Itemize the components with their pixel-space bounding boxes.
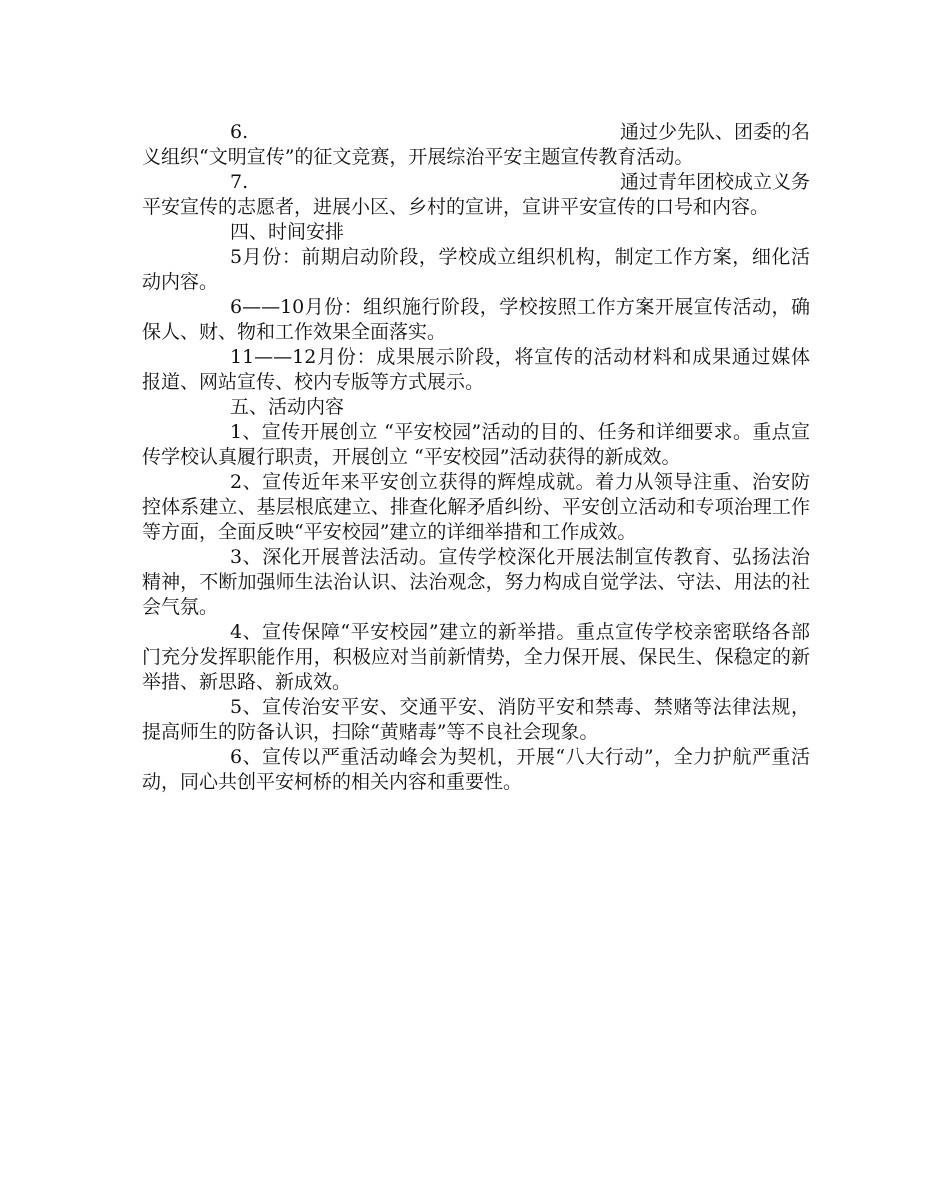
list-item-7-first-line [142, 170, 810, 195]
list-item-6 [142, 120, 810, 170]
content-paragraph: 2、宣传近年来平安创立获得的辉煌成就。着力从领导注重、治安防控体系建立、基层根底建立、排查化解矛盾纠纷、平安创立活动和专项治理工作等方面，全面反映“平安校园”建立的详细举措和工作成效。 [142, 471, 810, 543]
content-paragraph: 3、深化开展普法活动。宣传学校深化开展法制宣传教育、弘扬法治精神，不断加强师生法治认识、法治观念，努力构成自觉学法、守法、用法的社会气氛。 [142, 546, 810, 618]
list-item-6-first-line [142, 120, 810, 145]
document-page [142, 120, 810, 795]
schedule-paragraph: 6——10月份：组织施行阶段，学校按照工作方案开展宣传活动，确保人、财、物和工作效果全面落实。 [142, 296, 810, 343]
content-paragraph: 6、宣传以严重活动峰会为契机，开展“八大行动”，全力护航严重活动，同心共创平安柯桥的相关内容和重要性。 [142, 746, 810, 793]
list-item-6-rest: 义组织“文明宣传”的征文竞赛，开展综治平安主题宣传教育活动。 [142, 146, 694, 168]
section-heading-contents: 五、活动内容 [230, 396, 345, 418]
content-paragraph: 1、宣传开展创立 “平安校园”活动的目的、任务和详细要求。重点宣传学校认真履行职责，开展创立 “平安校园”活动获得的新成效。 [142, 421, 810, 468]
list-item-7-rest: 平安宣传的志愿者，进展小区、乡村的宣讲，宣讲平安宣传的口号和内容。 [142, 196, 770, 218]
list-item-7-number: 7. [230, 171, 249, 193]
schedule-paragraph: 11——12月份：成果展示阶段，将宣传的活动材料和成果通过媒体报道、网站宣传、校内专版等方式展示。 [142, 346, 810, 393]
list-item-7-first-text: 通过青年团校成立义务 [619, 171, 810, 193]
content-paragraph: 4、宣传保障“平安校园”建立的新举措。重点宣传学校亲密联络各部门充分发挥职能作用，积极应对当前新情势，全力保开展、保民生、保稳定的新举措、新思路、新成效。 [142, 621, 810, 693]
list-item-7 [142, 170, 810, 220]
section-heading-schedule: 四、时间安排 [230, 221, 345, 243]
list-item-6-number: 6. [230, 121, 249, 143]
list-item-6-first-text: 通过少先队、团委的名 [619, 121, 810, 143]
schedule-paragraph: 5月份：前期启动阶段，学校成立组织机构，制定工作方案，细化活动内容。 [142, 246, 810, 293]
content-paragraph: 5、宣传治安平安、交通平安、消防平安和禁毒、禁赌等法律法规，提高师生的防备认识，扫除“黄赌毒”等不良社会现象。 [142, 696, 810, 743]
